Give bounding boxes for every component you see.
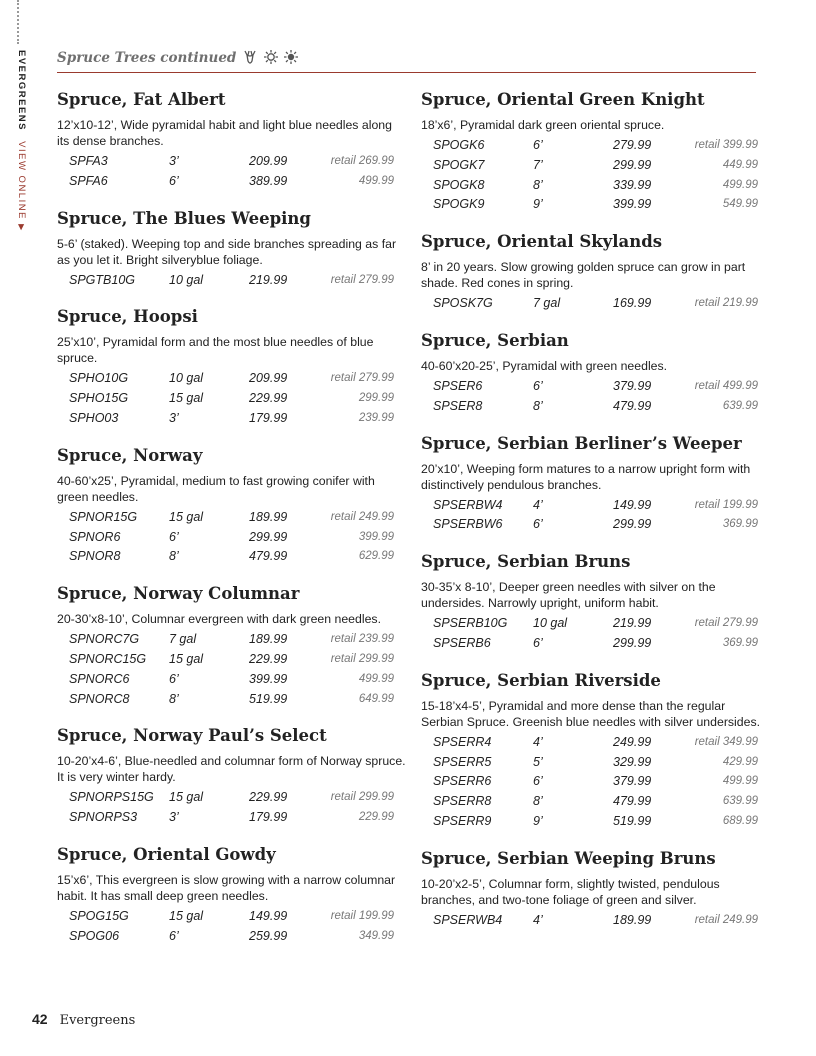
row-size: 6’ — [533, 138, 543, 152]
page-header — [57, 48, 756, 73]
row-sku: SPOGK9 — [433, 197, 485, 212]
product-entry — [57, 305, 407, 428]
row-size: 6’ — [533, 774, 543, 789]
row-retail: 349.99 — [358, 929, 394, 942]
price-row — [421, 195, 766, 215]
row-price: 259.99 — [249, 928, 288, 943]
price-row — [57, 152, 407, 172]
row-retail: 369.99 — [722, 518, 758, 531]
price-row — [57, 808, 407, 828]
row-size: 10 gal — [533, 616, 568, 631]
product-description: 8’ in 20 years. Slow growing golden spruce can grow in part shade. Red cones in spring. — [421, 260, 746, 291]
page-number: 42 — [32, 1011, 48, 1027]
product-entry — [421, 88, 766, 215]
product-description: 15-18’x4-5’, Pyramidal and more dense than the regular Serbian Spruce. Greenish blue needles with silver undersides. — [421, 698, 761, 729]
row-size: 4’ — [533, 734, 543, 749]
row-size: 6’ — [169, 173, 179, 188]
row-price: 179.99 — [249, 810, 288, 825]
deer-icon — [241, 49, 259, 71]
row-price: 279.99 — [613, 138, 652, 152]
price-row — [57, 690, 407, 710]
view-online-link[interactable]: VIEW ONLINE — [16, 141, 27, 220]
row-price: 229.99 — [249, 790, 288, 805]
row-size: 15 gal — [169, 509, 204, 524]
price-row — [421, 136, 766, 156]
row-sku: SPSERBW4 — [433, 497, 503, 512]
row-size: 5’ — [533, 754, 543, 769]
row-price: 249.99 — [613, 734, 652, 749]
row-sku: SPSERR4 — [433, 734, 492, 749]
row-price: 399.99 — [249, 671, 288, 686]
row-price: 179.99 — [249, 410, 288, 425]
row-retail: retail 269.99 — [330, 155, 394, 167]
row-size: 6’ — [533, 378, 543, 393]
row-retail: retail 239.99 — [330, 633, 394, 646]
row-price: 299.99 — [613, 517, 652, 532]
row-sku: SPSERB6 — [433, 635, 491, 650]
row-price: 149.99 — [613, 497, 652, 512]
product-entry — [421, 329, 766, 417]
row-size: 15 gal — [169, 391, 204, 406]
product-entry — [57, 88, 407, 192]
price-row — [421, 753, 766, 773]
price-row — [57, 389, 407, 409]
product-title: Spruce, Oriental Skylands — [421, 232, 663, 252]
row-size: 10 gal — [169, 272, 204, 287]
product-title: Spruce, Fat Albert — [57, 90, 226, 109]
row-retail: 299.99 — [358, 392, 394, 405]
price-row — [421, 614, 766, 634]
price-row — [421, 515, 766, 535]
row-retail: 449.99 — [722, 158, 758, 171]
product-description: 12’x10-12’, Wide pyramidal habit and light blue needles along its dense branches. — [57, 118, 392, 148]
row-sku: SPHO10G — [69, 371, 129, 386]
left-column — [57, 88, 407, 962]
row-retail: retail 279.99 — [694, 617, 758, 630]
product-title: Spruce, Norway Columnar — [57, 584, 300, 604]
row-price: 379.99 — [613, 774, 652, 789]
row-retail: 399.99 — [358, 530, 394, 543]
price-row — [57, 369, 407, 389]
row-retail: retail 279.99 — [330, 273, 394, 286]
side-dotted-rule — [17, 0, 19, 44]
row-size: 9’ — [533, 197, 543, 212]
row-size: 4’ — [533, 497, 543, 512]
product-entry — [421, 230, 766, 314]
row-sku: SPNORC6 — [69, 671, 130, 686]
row-sku: SPOGK6 — [433, 138, 485, 152]
price-row — [57, 409, 407, 429]
row-retail: 499.99 — [358, 174, 394, 187]
row-size: 9’ — [533, 813, 543, 828]
price-row — [57, 630, 407, 650]
row-sku: SPFA3 — [69, 154, 108, 168]
product-description: 20’x10’, Weeping form matures to a narrow upright form with distinctively pendulous branches. — [421, 461, 751, 492]
price-row — [421, 176, 766, 196]
product-title: Spruce, Hoopsi — [57, 307, 198, 327]
row-price: 399.99 — [613, 197, 652, 212]
product-entry — [57, 724, 407, 828]
sun-icon — [263, 49, 279, 71]
row-size: 8’ — [169, 691, 179, 706]
row-size: 8’ — [533, 398, 543, 413]
row-size: 8’ — [533, 177, 543, 192]
row-size: 6’ — [169, 529, 179, 544]
product-description: 15’x6’, This evergreen is slow growing with a narrow columnar habit. It has small deep green needles. — [57, 872, 396, 903]
row-size: 3’ — [169, 410, 179, 425]
product-entry — [57, 207, 407, 291]
product-description: 30-35’x 8-10’, Deeper green needles with silver on the undersides. Narrowly upright, uniform habit. — [421, 580, 716, 611]
row-price: 299.99 — [613, 635, 652, 650]
row-retail: retail 199.99 — [330, 909, 394, 922]
price-row — [57, 271, 407, 291]
row-size: 6’ — [533, 517, 543, 532]
price-row — [57, 927, 407, 947]
product-description: 20-30’x8-10’, Columnar evergreen with dark green needles. — [57, 612, 382, 627]
price-row — [57, 547, 407, 567]
row-retail: 499.99 — [722, 178, 758, 191]
row-size: 6’ — [533, 635, 543, 650]
row-retail: retail 499.99 — [694, 379, 758, 392]
price-row — [421, 733, 766, 753]
product-entry — [57, 843, 407, 947]
product-title: Spruce, Serbian Berliner’s Weeper — [421, 433, 742, 453]
price-row — [421, 397, 766, 417]
price-row — [57, 508, 407, 528]
product-title: Spruce, Norway — [57, 445, 203, 465]
row-price: 519.99 — [249, 691, 288, 706]
row-sku: SPFA6 — [69, 173, 108, 188]
product-description: 40-60’x25’, Pyramidal, medium to fast growing conifer with green needles. — [57, 473, 375, 504]
price-row — [421, 496, 766, 516]
row-retail: 229.99 — [358, 811, 394, 824]
price-row — [421, 294, 766, 314]
row-size: 6’ — [169, 671, 179, 686]
row-price: 229.99 — [249, 651, 288, 666]
product-entry — [421, 669, 766, 832]
row-price: 189.99 — [249, 632, 288, 647]
product-title: Spruce, Serbian Riverside — [421, 670, 661, 690]
row-retail: 629.99 — [358, 550, 394, 563]
product-entry — [421, 550, 766, 654]
row-retail: 429.99 — [722, 755, 758, 768]
row-price: 519.99 — [613, 813, 652, 828]
row-price: 339.99 — [613, 177, 652, 192]
row-retail: retail 199.99 — [694, 498, 758, 511]
row-price: 149.99 — [249, 908, 288, 923]
row-sku: SPOGK8 — [433, 177, 485, 192]
row-sku: SPOGK7 — [433, 157, 485, 172]
row-size: 7 gal — [169, 632, 197, 647]
product-entry — [421, 432, 766, 536]
row-sku: SPSERR9 — [433, 813, 492, 828]
row-sku: SPOG06 — [69, 928, 120, 943]
row-price: 229.99 — [249, 391, 288, 406]
row-retail: 689.99 — [722, 814, 758, 827]
row-price: 299.99 — [613, 157, 652, 172]
row-retail: retail 249.99 — [330, 510, 394, 523]
row-sku: SPOSK7G — [433, 296, 493, 311]
price-row — [421, 634, 766, 654]
row-sku: SPOG15G — [69, 908, 129, 923]
row-size: 8’ — [169, 549, 179, 564]
row-price: 299.99 — [249, 529, 288, 544]
product-description: 10-20’x2-5’, Columnar form, slightly twisted, pendulous branches, and two-tone foliage of green and silver. — [421, 876, 720, 907]
product-title: Spruce, Serbian Bruns — [421, 552, 631, 572]
price-row — [57, 670, 407, 690]
row-sku: SPNORPS15G — [69, 790, 154, 805]
row-retail: 369.99 — [722, 636, 758, 649]
product-title: Spruce, Serbian — [421, 330, 569, 350]
price-row — [421, 812, 766, 832]
footer-section: Evergreens — [59, 1013, 136, 1028]
side-section-label — [16, 50, 27, 232]
row-sku: SPNOR8 — [69, 549, 121, 564]
row-sku: SPNORC15G — [69, 651, 147, 666]
row-retail: 639.99 — [722, 795, 758, 808]
page-title: Spruce Trees continued — [57, 50, 237, 66]
row-size: 3’ — [169, 810, 179, 825]
row-price: 209.99 — [249, 154, 288, 168]
row-retail: 649.99 — [358, 692, 394, 705]
price-row — [421, 911, 766, 931]
row-price: 209.99 — [249, 371, 288, 386]
row-sku: SPNOR6 — [69, 529, 121, 544]
row-price: 479.99 — [613, 398, 652, 413]
price-row — [57, 528, 407, 548]
product-title: Spruce, Serbian Weeping Bruns — [421, 848, 716, 868]
product-entry — [57, 444, 407, 567]
product-description: 25’x10’, Pyramidal form and the most blue needles of blue spruce. — [57, 335, 374, 366]
shade-icon — [283, 49, 299, 71]
row-retail: retail 249.99 — [694, 913, 758, 926]
price-row — [57, 788, 407, 808]
row-size: 3’ — [169, 154, 179, 168]
row-size: 8’ — [533, 794, 543, 809]
row-size: 6’ — [169, 928, 179, 943]
row-sku: SPSERR8 — [433, 794, 492, 809]
section-name: EVERGREENS — [16, 50, 27, 131]
price-row — [421, 377, 766, 397]
row-retail: retail 279.99 — [330, 372, 394, 385]
price-row — [57, 172, 407, 192]
product-entry — [57, 582, 407, 709]
row-price: 329.99 — [613, 754, 652, 769]
row-retail: retail 299.99 — [330, 791, 394, 804]
row-price: 389.99 — [249, 173, 288, 188]
row-sku: SPSERR6 — [433, 774, 492, 789]
row-sku: SPGTB10G — [69, 272, 135, 287]
plant-icons — [241, 49, 299, 71]
price-row — [421, 792, 766, 812]
product-title: Spruce, Oriental Gowdy — [57, 844, 276, 864]
product-entry — [421, 847, 766, 931]
row-retail: retail 399.99 — [694, 139, 758, 151]
row-retail: 499.99 — [358, 672, 394, 685]
row-sku: SPHO03 — [69, 410, 119, 425]
row-size: 15 gal — [169, 790, 204, 805]
product-title: Spruce, Norway Paul’s Select — [57, 726, 327, 746]
row-price: 189.99 — [249, 509, 288, 524]
product-description: 5-6’ (staked). Weeping top and side branches spreading as far as you let it. Bright silveryblue foliage. — [57, 236, 397, 267]
row-size: 7 gal — [533, 296, 561, 311]
row-price: 479.99 — [249, 549, 288, 564]
row-sku: SPSERR5 — [433, 754, 492, 769]
page-footer — [32, 1011, 135, 1028]
row-price: 169.99 — [613, 296, 652, 311]
row-sku: SPNOR15G — [69, 509, 138, 524]
price-row — [421, 156, 766, 176]
row-retail: retail 299.99 — [330, 652, 394, 665]
row-retail: 549.99 — [722, 198, 758, 211]
product-description: 18’x6’, Pyramidal dark green oriental spruce. — [421, 118, 665, 132]
row-retail: 499.99 — [722, 775, 758, 788]
price-row — [57, 650, 407, 670]
row-price: 219.99 — [613, 616, 652, 631]
row-sku: SPSER6 — [433, 378, 483, 393]
row-sku: SPNORPS3 — [69, 810, 138, 825]
row-sku: SPSERB10G — [433, 616, 508, 631]
side-tab — [8, 0, 28, 230]
product-title: Spruce, Oriental Green Knight — [421, 90, 705, 109]
row-retail: retail 219.99 — [694, 297, 758, 310]
row-retail: 239.99 — [358, 411, 394, 424]
arrow-right-icon: ▶ — [17, 224, 26, 232]
product-title: Spruce, The Blues Weeping — [57, 208, 311, 228]
product-description: 10-20’x4-6’, Blue-needled and columnar form of Norway spruce. It is very winter hardy. — [57, 754, 406, 785]
row-price: 479.99 — [613, 794, 652, 809]
row-size: 4’ — [533, 912, 543, 927]
row-price: 189.99 — [613, 912, 652, 927]
price-row — [421, 772, 766, 792]
row-sku: SPSERBW6 — [433, 517, 503, 532]
row-sku: SPSER8 — [433, 398, 483, 413]
row-price: 379.99 — [613, 378, 652, 393]
row-size: 15 gal — [169, 651, 204, 666]
row-sku: SPSERWB4 — [433, 912, 503, 927]
row-retail: retail 349.99 — [694, 735, 758, 748]
row-sku: SPNORC7G — [69, 632, 140, 647]
product-description: 40-60’x20-25’, Pyramidal with green needles. — [421, 358, 668, 373]
row-price: 219.99 — [249, 272, 288, 287]
row-size: 7’ — [533, 157, 543, 172]
row-size: 15 gal — [169, 908, 204, 923]
price-row — [57, 907, 407, 927]
right-column — [421, 88, 766, 946]
row-size: 10 gal — [169, 371, 204, 386]
row-sku: SPHO15G — [69, 391, 129, 406]
row-sku: SPNORC8 — [69, 691, 130, 706]
row-retail: 639.99 — [722, 399, 758, 412]
